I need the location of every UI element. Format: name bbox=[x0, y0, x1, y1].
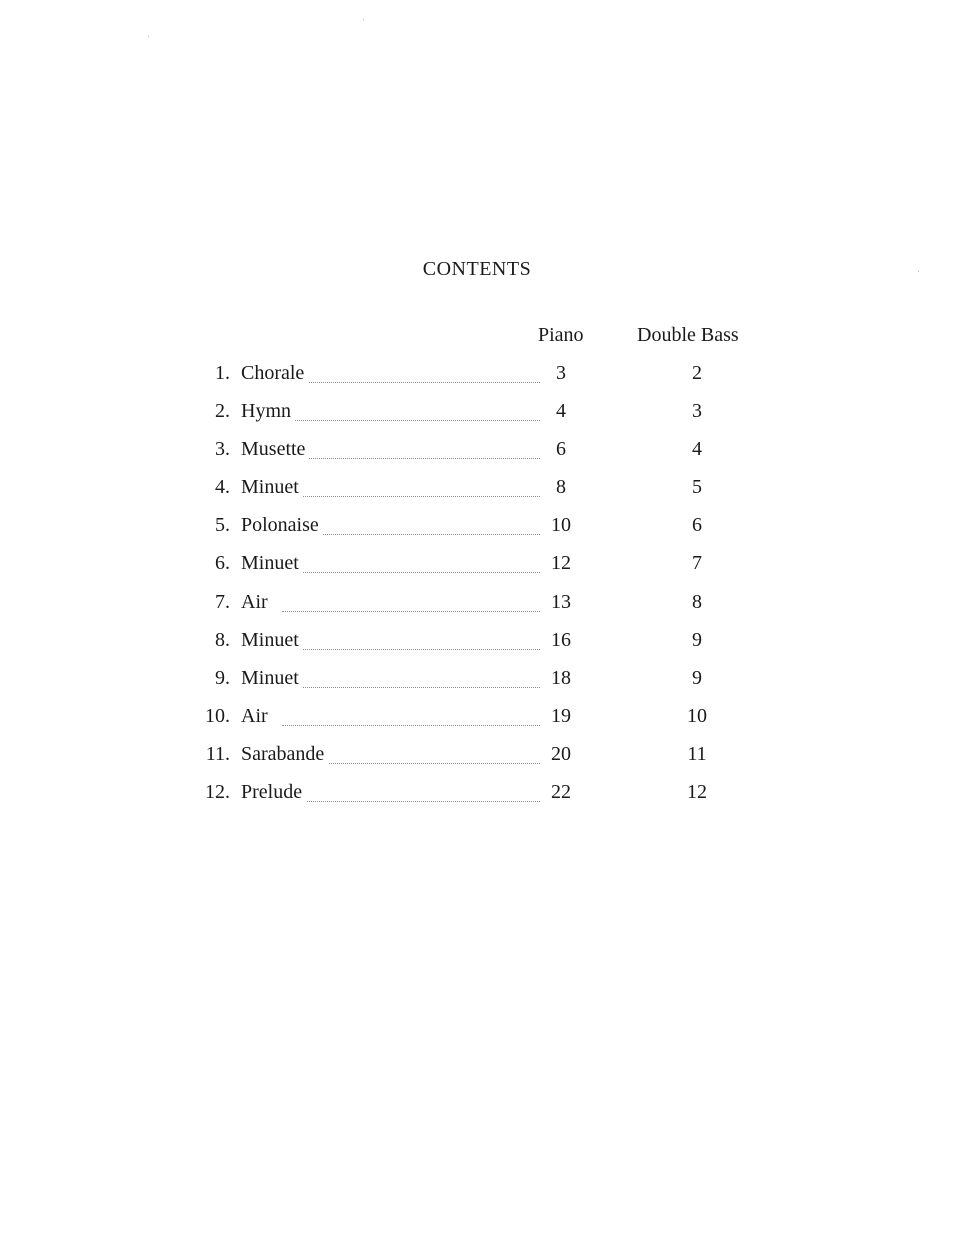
entry-title: Minuet bbox=[241, 476, 303, 499]
double-bass-page-number: 3 bbox=[692, 400, 702, 423]
entry-number: 11. bbox=[205, 742, 230, 765]
scan-speck bbox=[363, 19, 364, 20]
list-item bbox=[0, 705, 962, 743]
list-item bbox=[0, 476, 962, 514]
scan-speck bbox=[148, 36, 149, 37]
double-bass-page-number: 9 bbox=[692, 628, 702, 651]
entry-title: Prelude bbox=[241, 781, 306, 804]
double-bass-page-number: 10 bbox=[687, 704, 707, 727]
list-item bbox=[0, 438, 962, 476]
dot-leader bbox=[282, 569, 540, 573]
double-bass-page-number: 7 bbox=[692, 552, 702, 575]
column-header-double-bass: Double Bass bbox=[637, 324, 739, 346]
entry-number: 8. bbox=[215, 628, 230, 651]
entry-title: Air bbox=[241, 591, 272, 614]
list-item bbox=[0, 514, 962, 552]
dot-leader bbox=[282, 379, 540, 383]
list-item bbox=[0, 667, 962, 705]
list-item bbox=[0, 552, 962, 590]
piano-page-number: 20 bbox=[551, 742, 571, 765]
dot-leader bbox=[282, 608, 540, 612]
entry-number: 5. bbox=[215, 514, 230, 537]
entry-number: 3. bbox=[215, 438, 230, 461]
list-item bbox=[0, 629, 962, 667]
dot-leader bbox=[282, 798, 540, 802]
list-item bbox=[0, 591, 962, 629]
piano-page-number: 6 bbox=[556, 438, 566, 461]
entry-title: Musette bbox=[241, 438, 309, 461]
list-item bbox=[0, 781, 962, 819]
entry-number: 6. bbox=[215, 552, 230, 575]
piano-page-number: 12 bbox=[551, 552, 571, 575]
contents-list bbox=[0, 362, 962, 819]
entry-title: Minuet bbox=[241, 552, 303, 575]
piano-page-number: 18 bbox=[551, 666, 571, 689]
piano-page-number: 19 bbox=[551, 704, 571, 727]
page-title: CONTENTS bbox=[422, 258, 532, 280]
dot-leader bbox=[282, 722, 540, 726]
entry-number: 12. bbox=[205, 781, 230, 804]
piano-page-number: 8 bbox=[556, 476, 566, 499]
entry-number: 7. bbox=[215, 590, 230, 613]
list-item bbox=[0, 362, 962, 400]
entry-number: 1. bbox=[215, 362, 230, 384]
piano-page-number: 13 bbox=[551, 590, 571, 613]
entry-title: Chorale bbox=[241, 362, 308, 385]
entry-number: 9. bbox=[215, 666, 230, 689]
dot-leader bbox=[282, 417, 540, 421]
dot-leader bbox=[282, 493, 540, 497]
double-bass-page-number: 11 bbox=[687, 742, 707, 765]
double-bass-page-number: 6 bbox=[692, 514, 702, 537]
dot-leader bbox=[282, 455, 540, 459]
list-item bbox=[0, 743, 962, 781]
double-bass-page-number: 5 bbox=[692, 476, 702, 499]
entry-number: 4. bbox=[215, 476, 230, 499]
entry-title: Air bbox=[241, 705, 272, 728]
entry-title: Sarabande bbox=[241, 743, 328, 766]
double-bass-page-number: 2 bbox=[692, 362, 702, 384]
dot-leader bbox=[282, 646, 540, 650]
piano-page-number: 16 bbox=[551, 628, 571, 651]
piano-page-number: 3 bbox=[556, 362, 566, 384]
double-bass-page-number: 8 bbox=[692, 590, 702, 613]
entry-number: 10. bbox=[205, 704, 230, 727]
entry-title: Minuet bbox=[241, 629, 303, 652]
list-item bbox=[0, 400, 962, 438]
double-bass-page-number: 9 bbox=[692, 666, 702, 689]
double-bass-page-number: 4 bbox=[692, 438, 702, 461]
column-header-piano: Piano bbox=[538, 324, 584, 346]
piano-page-number: 4 bbox=[556, 400, 566, 423]
piano-page-number: 22 bbox=[551, 781, 571, 804]
entry-title: Polonaise bbox=[241, 514, 323, 537]
entry-number: 2. bbox=[215, 400, 230, 423]
piano-page-number: 10 bbox=[551, 514, 571, 537]
double-bass-page-number: 12 bbox=[687, 781, 707, 804]
entry-title: Minuet bbox=[241, 667, 303, 690]
entry-title: Hymn bbox=[241, 400, 295, 423]
dot-leader bbox=[282, 684, 540, 688]
